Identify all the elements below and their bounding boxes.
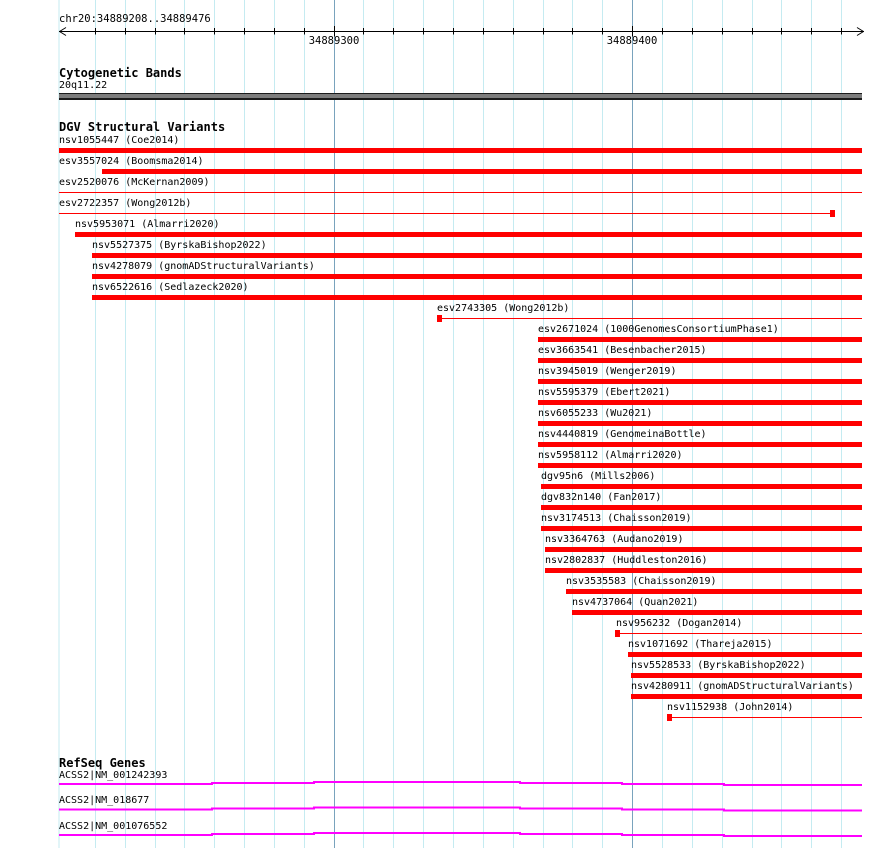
variant-bar[interactable] <box>92 274 862 279</box>
variant-bar[interactable] <box>92 253 862 258</box>
track-header-dgv: DGV Structural Variants <box>59 120 226 134</box>
variant-label[interactable]: nsv6522616 (Sedlazeck2020) <box>92 282 249 293</box>
cytoband-label: 20q11.22 <box>59 80 108 91</box>
variant-label[interactable]: nsv1055447 (Coe2014) <box>59 135 180 146</box>
variant-bar[interactable] <box>541 484 862 489</box>
variant-label[interactable]: nsv5528533 (ByrskaBishop2022) <box>631 660 806 671</box>
variant-label[interactable]: nsv4280911 (gnomADStructuralVariants) <box>631 681 854 692</box>
variant-bar[interactable] <box>541 526 862 531</box>
variant-label[interactable]: nsv2802837 (Huddleston2016) <box>545 555 708 566</box>
variant-label[interactable]: dgv95n6 (Mills2006) <box>541 471 656 482</box>
variant-bar[interactable] <box>566 589 862 594</box>
variant-label[interactable]: nsv1152938 (John2014) <box>667 702 794 713</box>
variant-label[interactable]: dgv832n140 (Fan2017) <box>541 492 662 503</box>
variant-label[interactable]: nsv5953071 (Almarri2020) <box>75 219 220 230</box>
variant-bar[interactable] <box>545 547 862 552</box>
variant-label[interactable]: esv3663541 (Besenbacher2015) <box>538 345 707 356</box>
variant-label[interactable]: nsv6055233 (Wu2021) <box>538 408 653 419</box>
variant-label[interactable]: nsv5958112 (Almarri2020) <box>538 450 683 461</box>
transcript-label[interactable]: ACSS2|NM_001242393 <box>59 769 168 781</box>
ruler-right-arrowhead <box>857 32 864 36</box>
variant-label[interactable]: nsv5527375 (ByrskaBishop2022) <box>92 240 267 251</box>
ruler-right-arrowhead <box>857 28 864 32</box>
variant-label[interactable]: nsv4440819 (GenomeinaBottle) <box>538 429 707 440</box>
variant-endpoint-marker[interactable] <box>830 210 835 217</box>
variant-bar[interactable] <box>75 232 862 237</box>
variant-bar[interactable] <box>541 505 862 510</box>
variant-bar[interactable] <box>538 463 862 468</box>
variant-bar[interactable] <box>538 379 862 384</box>
region-title: chr20:34889208..34889476 <box>59 13 211 25</box>
track-header-cytoband: Cytogenetic Bands <box>59 66 182 80</box>
track-header-refseq: RefSeq Genes <box>59 756 146 770</box>
cytoband-band[interactable] <box>59 93 862 100</box>
variant-bar[interactable] <box>572 610 862 615</box>
transcript-label[interactable]: ACSS2|NM_001076552 <box>59 820 168 832</box>
variant-bar[interactable] <box>92 295 862 300</box>
variant-bar[interactable] <box>628 652 862 657</box>
variant-label[interactable]: nsv3945019 (Wenger2019) <box>538 366 677 377</box>
variant-endpoint-marker[interactable] <box>667 714 672 721</box>
transcript-line[interactable] <box>59 782 862 785</box>
ruler-tick-label: 34889400 <box>606 34 658 47</box>
variant-label[interactable]: nsv3364763 (Audano2019) <box>545 534 684 545</box>
variant-label[interactable]: esv2671024 (1000GenomesConsortiumPhase1) <box>538 324 779 335</box>
variant-bar[interactable] <box>631 673 862 678</box>
variant-bar[interactable] <box>615 633 862 635</box>
variant-bar[interactable] <box>545 568 862 573</box>
transcript-label[interactable]: ACSS2|NM_018677 <box>59 795 150 806</box>
variant-bar[interactable] <box>437 318 862 320</box>
ruler-left-arrowhead <box>60 32 67 36</box>
transcript-line[interactable] <box>59 808 862 811</box>
variant-label[interactable]: nsv3174513 (Chaisson2019) <box>541 513 692 524</box>
variant-bar[interactable] <box>59 213 830 215</box>
variant-bar[interactable] <box>631 694 862 699</box>
variant-endpoint-marker[interactable] <box>615 630 620 637</box>
variant-bar[interactable] <box>538 400 862 405</box>
variant-label[interactable]: nsv3535583 (Chaisson2019) <box>566 576 717 587</box>
ruler-left-arrowhead <box>60 28 67 32</box>
variant-label[interactable]: esv3557024 (Boomsma2014) <box>59 156 204 167</box>
variant-label[interactable]: nsv4737064 (Quan2021) <box>572 597 699 608</box>
variant-label[interactable]: esv2722357 (Wong2012b) <box>59 198 192 209</box>
variant-bar[interactable] <box>538 337 862 342</box>
variant-endpoint-marker[interactable] <box>437 315 442 322</box>
variant-label[interactable]: esv2743305 (Wong2012b) <box>437 303 570 314</box>
variant-bar[interactable] <box>102 169 862 174</box>
transcript-line[interactable] <box>59 833 862 836</box>
variant-bar[interactable] <box>59 192 862 194</box>
variant-label[interactable]: nsv1071692 (Thareja2015) <box>628 639 773 650</box>
variant-label[interactable]: nsv4278079 (gnomADStructuralVariants) <box>92 261 315 272</box>
variant-bar[interactable] <box>667 717 862 719</box>
variant-bar[interactable] <box>538 421 862 426</box>
variant-label[interactable]: nsv5595379 (Ebert2021) <box>538 387 671 398</box>
variant-bar[interactable] <box>538 358 862 363</box>
variant-bar[interactable] <box>59 148 862 153</box>
ruler-tick-label: 34889300 <box>308 34 360 47</box>
variant-label[interactable]: nsv956232 (Dogan2014) <box>616 618 743 629</box>
variant-bar[interactable] <box>538 442 862 447</box>
variant-label[interactable]: esv2520076 (McKernan2009) <box>59 177 210 188</box>
